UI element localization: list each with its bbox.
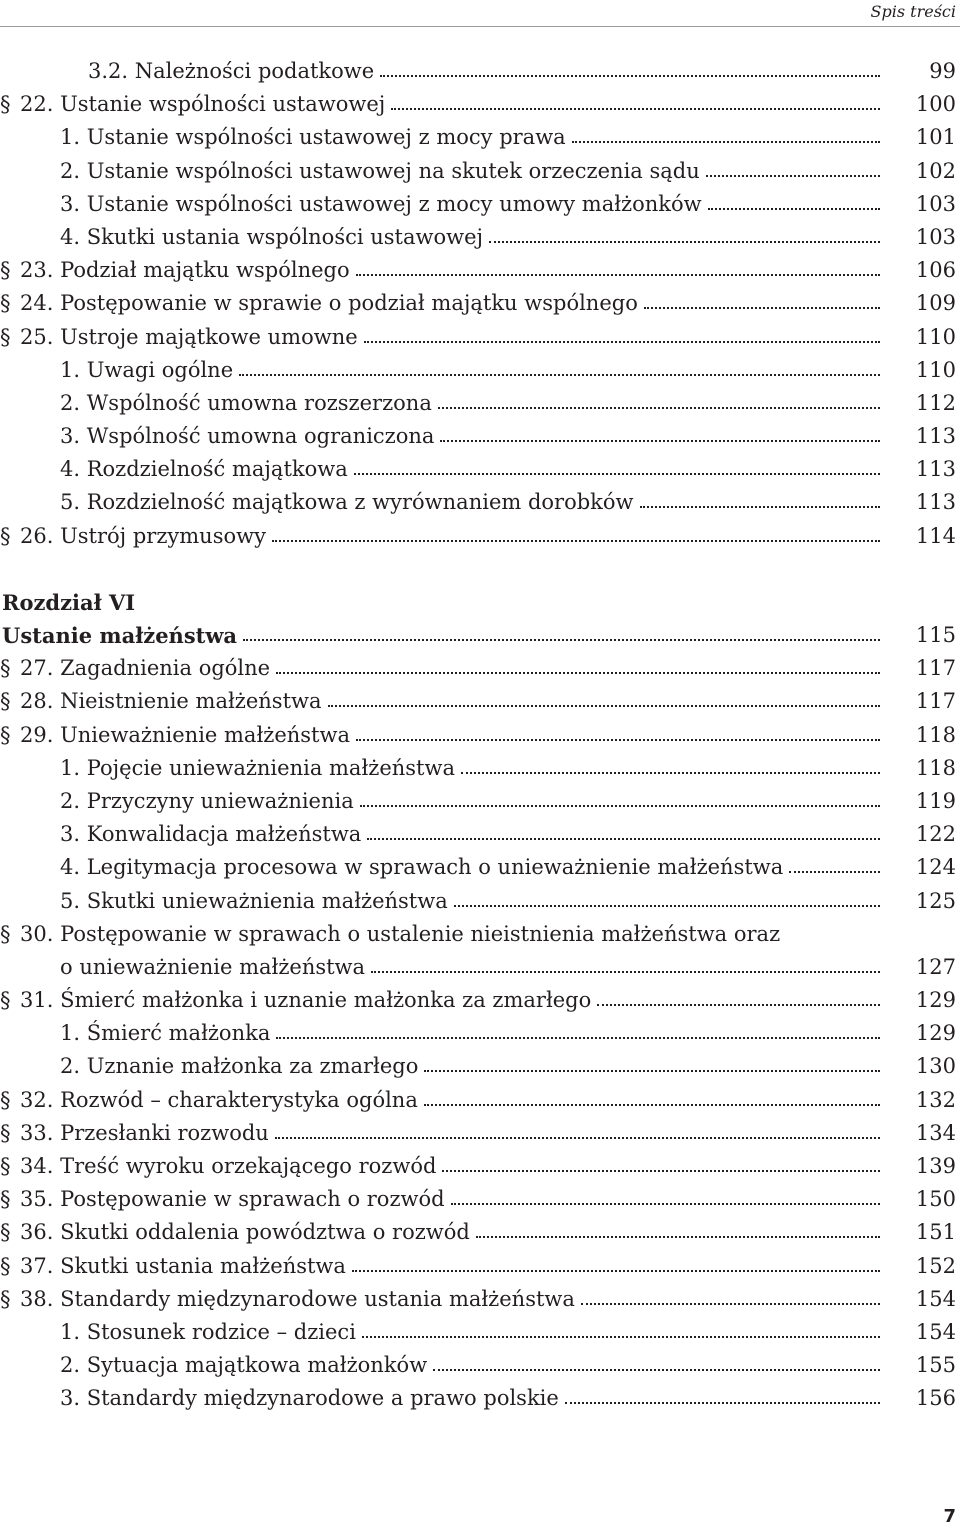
dot-leader [356, 719, 880, 741]
toc-entry-title: 4. Skutki ustania wspólności ustawowej [60, 224, 484, 249]
toc-entry[interactable] [0, 287, 960, 320]
dot-leader [391, 88, 880, 110]
toc-page-number: 100 [915, 92, 956, 117]
toc-entry[interactable] [0, 785, 960, 818]
toc-entry[interactable] [0, 254, 960, 287]
toc-entry[interactable] [0, 354, 960, 387]
dot-leader [362, 1316, 880, 1338]
dot-leader [565, 1382, 880, 1404]
section-sign: § [0, 92, 11, 117]
toc-entry-title: 2. Sytuacja majątkowa małżonków [60, 1353, 428, 1378]
toc-entry[interactable] [0, 1216, 960, 1249]
toc-entry[interactable] [0, 1017, 960, 1050]
dot-leader [640, 486, 880, 508]
table-of-contents [0, 55, 960, 1416]
toc-entry[interactable] [0, 918, 960, 951]
toc-entry-title: 1. Pojęcie unieważnienia małżeństwa [60, 755, 455, 780]
toc-entry[interactable] [0, 520, 960, 553]
section-sign: § [0, 656, 11, 681]
toc-entry-title: 1. Uwagi ogólne [60, 357, 234, 382]
toc-page-number: 122 [915, 822, 956, 847]
dot-leader [442, 1150, 880, 1172]
toc-page-number: 102 [915, 158, 956, 183]
section-sign: § [0, 722, 11, 747]
toc-page-number: 154 [915, 1319, 956, 1344]
dot-leader [489, 221, 880, 243]
toc-entry[interactable] [0, 752, 960, 785]
toc-entry[interactable] [0, 1316, 960, 1349]
toc-entry-title: 28. Nieistnienie małżeństwa [20, 689, 322, 714]
toc-entry-title: 24. Postępowanie w sprawie o podział majątku wspólnego [20, 291, 638, 316]
dot-leader [360, 785, 880, 807]
toc-entry-title: 22. Ustanie wspólności ustawowej [20, 92, 386, 117]
toc-entry[interactable] [0, 88, 960, 121]
dot-leader [438, 387, 880, 409]
toc-entry-title: 5. Rozdzielność majątkowa z wyrównaniem dorobków [60, 490, 634, 515]
running-header-title: Spis treści [870, 2, 956, 21]
toc-page-number: 109 [915, 291, 956, 316]
toc-page-number: 151 [915, 1220, 956, 1245]
toc-entry-title: 37. Skutki ustania małżeństwa [20, 1253, 346, 1278]
dot-leader [272, 520, 880, 542]
toc-entry-title: 32. Rozwód – charakterystyka ogólna [20, 1087, 418, 1112]
toc-entry-title: 36. Skutki oddalenia powództwa o rozwód [20, 1220, 470, 1245]
toc-entry[interactable] [0, 652, 960, 685]
toc-page-number: 130 [915, 1054, 956, 1079]
toc-entry[interactable] [0, 121, 960, 154]
toc-page-number: 113 [915, 424, 956, 449]
toc-entry[interactable] [0, 420, 960, 453]
dot-leader [356, 254, 880, 276]
toc-entry[interactable] [0, 818, 960, 851]
toc-entry-title: 29. Unieważnienie małżeństwa [20, 722, 350, 747]
toc-entry-title: 1. Ustanie wspólności ustawowej z mocy prawa [60, 125, 566, 150]
toc-entry-title: Ustanie małżeństwa [2, 623, 238, 648]
toc-entry[interactable] [0, 1050, 960, 1083]
toc-page-number: 101 [915, 125, 956, 150]
dot-leader [364, 321, 880, 343]
toc-entry-title: 3.2. Należności podatkowe [88, 59, 375, 83]
toc-entry[interactable] [0, 321, 960, 354]
toc-entry-title: 38. Standardy międzynarodowe ustania małżeństwa [20, 1286, 575, 1311]
toc-page-number: 106 [915, 258, 956, 283]
section-gap [0, 553, 960, 586]
section-sign: § [0, 1120, 11, 1145]
toc-page-number: 118 [915, 722, 956, 747]
toc-page-number: 156 [915, 1386, 956, 1411]
toc-entry-title: 3. Standardy międzynarodowe a prawo polskie [60, 1386, 559, 1411]
dot-leader [708, 188, 880, 210]
section-sign: § [0, 1253, 11, 1278]
toc-entry-title: 2. Wspólność umowna rozszerzona [60, 390, 432, 415]
section-sign: § [0, 1154, 11, 1178]
toc-entry-title: 34. Treść wyroku orzekającego rozwód [20, 1154, 437, 1178]
toc-page-number: 103 [915, 191, 956, 216]
toc-page-number: 129 [915, 1021, 956, 1046]
section-sign: § [0, 1087, 11, 1112]
toc-entry-title: 1. Śmierć małżonka [60, 1021, 271, 1046]
dot-leader [581, 1283, 880, 1305]
toc-entry[interactable] [0, 851, 960, 884]
toc-page-number: 103 [915, 224, 956, 249]
dot-leader [424, 1084, 880, 1106]
dot-leader [424, 1050, 880, 1072]
toc-entry[interactable] [0, 453, 960, 486]
dot-leader [367, 818, 880, 840]
dot-leader [440, 420, 880, 442]
section-sign: § [0, 324, 11, 349]
section-sign: § [0, 1220, 11, 1245]
toc-entry-title: 3. Wspólność umowna ograniczona [60, 424, 435, 449]
dot-leader [328, 685, 880, 707]
dot-leader [789, 851, 880, 873]
toc-entry-title: 4. Rozdzielność majątkowa [60, 457, 348, 482]
toc-entry[interactable] [0, 1150, 960, 1183]
running-header [0, 0, 960, 26]
section-sign: § [0, 1187, 11, 1212]
toc-entry-title: 2. Przyczyny unieważnienia [60, 788, 354, 813]
dot-leader [380, 55, 880, 77]
section-sign: § [0, 921, 11, 946]
toc-entry[interactable] [0, 387, 960, 420]
dot-leader [433, 1349, 880, 1371]
toc-entry[interactable] [0, 685, 960, 718]
dot-leader [276, 652, 880, 674]
toc-page-number: 99 [929, 59, 956, 83]
toc-page-number: 119 [915, 788, 956, 813]
toc-entry[interactable] [0, 1084, 960, 1117]
toc-page-number: 110 [915, 324, 956, 349]
toc-entry-title: 27. Zagadnienia ogólne [20, 656, 271, 681]
page-number: 7 [943, 1506, 956, 1527]
toc-entry[interactable] [0, 984, 960, 1017]
toc-entry-title: 2. Uznanie małżonka za zmarłego [60, 1054, 419, 1079]
toc-page-number: 114 [915, 523, 956, 548]
toc-entry-title: 35. Postępowanie w sprawach o rozwód [20, 1187, 445, 1212]
toc-entry[interactable] [0, 486, 960, 519]
dot-leader [572, 121, 880, 143]
toc-page-number: 154 [915, 1286, 956, 1311]
toc-page-number: 129 [915, 988, 956, 1013]
dot-leader [451, 1183, 880, 1205]
section-sign: § [0, 988, 11, 1013]
toc-entry-title: 1. Stosunek rodzice – dzieci [60, 1319, 356, 1344]
toc-page-number: 155 [915, 1353, 956, 1378]
dot-leader [354, 453, 880, 475]
section-sign: § [0, 689, 11, 714]
dot-leader [706, 155, 880, 177]
dot-leader [352, 1250, 880, 1272]
toc-entry[interactable] [0, 221, 960, 254]
toc-entry[interactable] [0, 719, 960, 752]
toc-page-number: 150 [915, 1187, 956, 1212]
toc-entry-title: Rozdział VI [2, 589, 136, 615]
dot-leader [476, 1216, 880, 1238]
section-sign: § [0, 291, 11, 316]
toc-page-number: 134 [915, 1120, 956, 1145]
toc-page-number: 127 [915, 954, 956, 979]
toc-entry[interactable] [0, 1183, 960, 1216]
toc-chapter-heading[interactable] [0, 586, 960, 619]
toc-entry[interactable] [0, 188, 960, 221]
toc-chapter-heading[interactable] [0, 619, 960, 652]
dot-leader [275, 1117, 880, 1139]
toc-entry[interactable] [0, 951, 960, 984]
toc-page-number: 113 [915, 490, 956, 515]
toc-entry[interactable] [0, 1117, 960, 1150]
toc-page-number: 152 [915, 1253, 956, 1278]
toc-entry-title: 33. Przesłanki rozwodu [20, 1120, 269, 1145]
dot-leader [644, 287, 880, 309]
toc-entry-title: o unieważnienie małżeństwa [60, 954, 366, 979]
toc-page-number: 132 [915, 1087, 956, 1112]
toc-page-number: 115 [915, 623, 956, 647]
toc-entry-title: 25. Ustroje majątkowe umowne [20, 324, 358, 349]
toc-page-number: 124 [915, 855, 956, 880]
toc-entry-title: 30. Postępowanie w sprawach o ustalenie nieistnienia małżeństwa oraz [20, 921, 781, 946]
toc-page-number: 117 [915, 689, 956, 714]
toc-entry-title: 31. Śmierć małżonka i uznanie małżonka za zmarłego [20, 988, 592, 1013]
toc-entry-title: 26. Ustrój przymusowy [20, 523, 266, 548]
toc-entry[interactable] [0, 155, 960, 188]
toc-entry[interactable] [0, 1349, 960, 1382]
toc-page-number: 113 [915, 457, 956, 482]
toc-page-number: 110 [915, 357, 956, 382]
toc-entry-title: 5. Skutki unieważnienia małżeństwa [60, 888, 448, 913]
dot-leader [454, 885, 880, 907]
toc-entry-title: 3. Konwalidacja małżeństwa [60, 822, 362, 847]
dot-leader [276, 1017, 880, 1039]
toc-entry[interactable] [0, 1250, 960, 1283]
section-sign: § [0, 1286, 11, 1311]
toc-page-number: 112 [915, 390, 956, 415]
toc-entry[interactable] [0, 55, 960, 88]
toc-entry[interactable] [0, 1382, 960, 1415]
toc-page-number: 117 [915, 656, 956, 681]
toc-page-number: 118 [915, 755, 956, 780]
toc-entry-title: 2. Ustanie wspólności ustawowej na skutek orzeczenia sądu [60, 158, 700, 183]
dot-leader [461, 752, 880, 774]
dot-leader [597, 984, 880, 1006]
toc-page-number: 125 [915, 888, 956, 913]
dot-leader [371, 951, 880, 973]
toc-page-number: 139 [915, 1154, 956, 1178]
dot-leader [243, 619, 880, 641]
header-rule [0, 26, 960, 27]
toc-entry-title: 4. Legitymacja procesowa w sprawach o unieważnienie małżeństwa [60, 855, 784, 880]
toc-entry-title: 23. Podział majątku wspólnego [20, 258, 350, 283]
dot-leader [239, 354, 880, 376]
section-sign: § [0, 258, 11, 283]
toc-entry[interactable] [0, 1283, 960, 1316]
section-sign: § [0, 523, 11, 548]
toc-entry-title: 3. Ustanie wspólności ustawowej z mocy umowy małżonków [60, 191, 702, 216]
toc-entry[interactable] [0, 885, 960, 918]
